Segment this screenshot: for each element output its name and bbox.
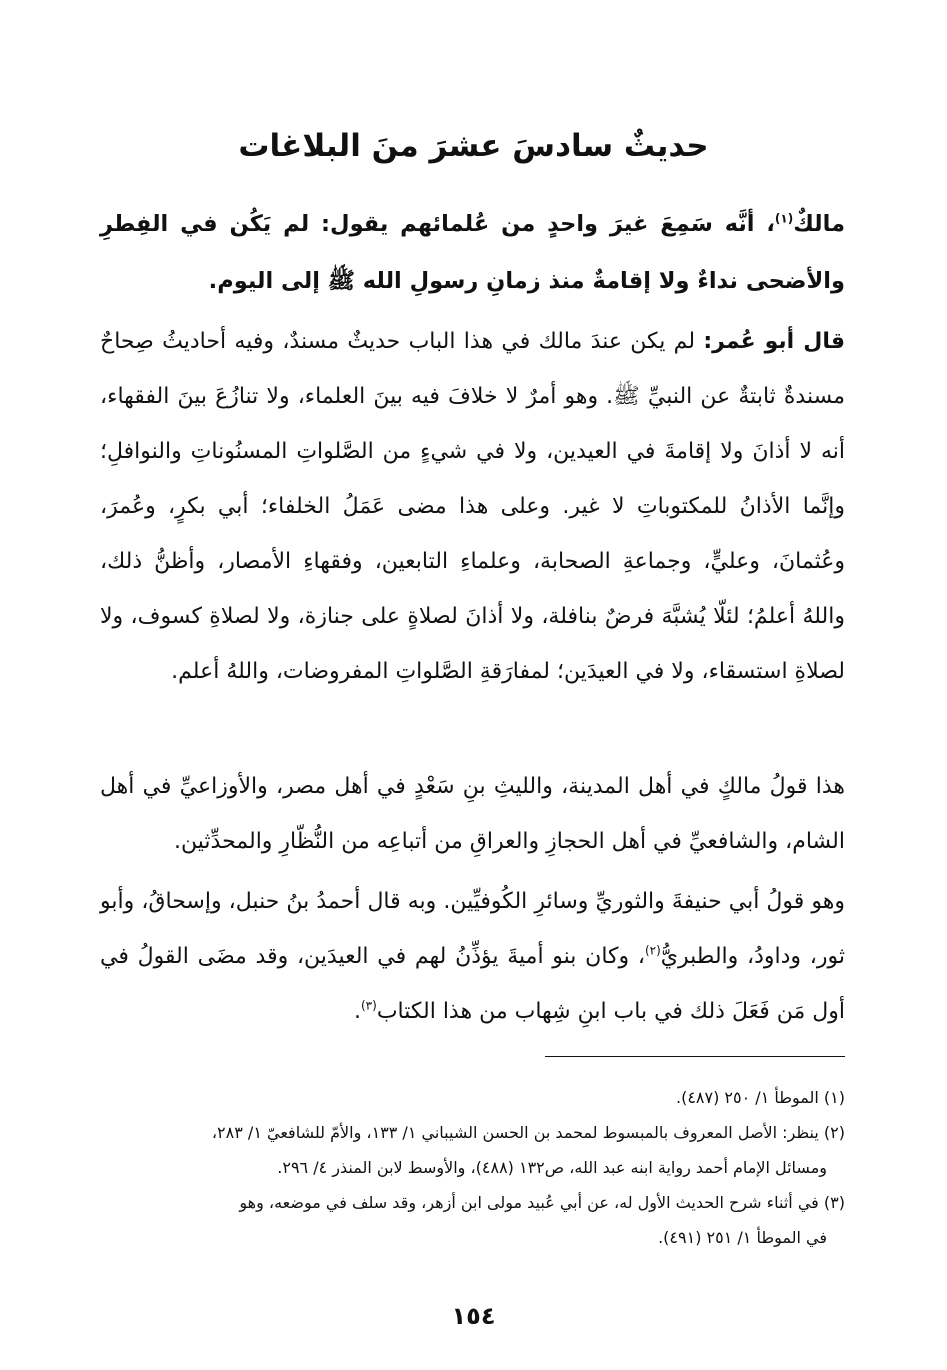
page-number: ١٥٤ xyxy=(451,1302,496,1330)
paragraph3-text-middle: ، وكان بنو أميةَ يؤذِّنُ لهم في العيدَين، وقد مضَى القولُ في أول مَن فَعَلَ ذلك في باب ابنِ شِهاب من هذا الكتاب xyxy=(100,944,845,1024)
hadith-narrator: مالكٌ xyxy=(793,211,845,237)
footnote-text: الموطأ ١/ ٢٥٠ (٤٨٧). xyxy=(675,1088,819,1107)
footnote-marker-3[interactable]: (٣) xyxy=(360,998,377,1013)
section-heading: حديثٌ سادسَ عشرَ منَ البلاغات xyxy=(238,128,709,164)
commentary-paragraph-1 xyxy=(100,314,845,699)
footnote-marker-1[interactable]: (١) xyxy=(774,211,794,226)
commentary-body: لم يكن عندَ مالك في هذا الباب حديثٌ مسندٌ، وفيه أحاديثُ صِحاحٌ مسندةٌ ثابتةٌ عن النبيِّ ﷺ. وهو أمرٌ لا خلافَ فيه بينَ العلماء، ولا تنازُعَ بينَ الفقهاء، أنه لا أذانَ ولا إقامةَ في العيدين، ولا في شيءٍ من الصَّلواتِ المسنُوناتِ والنوافلِ؛ وإنَّما الأذانُ للمكتوباتِ لا غير. وعلى هذا مضى عَمَلُ الخلفاء؛ أبي بكرٍ، وعُمرَ، وعُثمانَ، وعليٍّ، وجماعةِ الصحابة، وعلماءِ التابعين، وفقهاءِ الأمصار، وأظنُّ ذلك، واللهُ أعلمُ؛ لئلّا يُشبَّهَ فرضٌ بنافلة، ولا أذانَ لصلاةٍ على جنازة، ولا لصلاةِ كسوف، ولا لصلاةِ استسقاء، ولا في العيدَين؛ لمفارَقةِ الصَّلواتِ المفروضات، واللهُ أعلم. xyxy=(100,329,845,684)
footnote-number: (٣) xyxy=(823,1193,845,1212)
commentary-paragraph-2: هذا قولُ مالكٍ في أهل المدينة، والليثِ بنِ سَعْدٍ في أهل مصر، والأوزاعيِّ في أهل الشام، والشافعيِّ في أهل الحجازِ والعراقِ من أتباعِه من النُّظّارِ والمحدِّثين. xyxy=(100,774,845,854)
footnote-continuation: في الموطأ ١/ ٢٥١ (٤٩١). xyxy=(658,1228,827,1247)
commentary-lead: قال أبو عُمر: xyxy=(703,329,845,354)
footnote-item xyxy=(100,1185,845,1255)
footnote-item xyxy=(100,1080,845,1115)
hadith-body: ، أنَّه سَمِعَ غيرَ واحدٍ من عُلمائهم يقول: لم يَكُن في الفِطرِ والأضحى نداءٌ ولا إقامةٌ منذ زمانِ رسولِ الله ﷺ إلى اليوم. xyxy=(100,211,845,294)
footnote-item xyxy=(100,1115,845,1185)
footnote-text: في أثناء شرح الحديث الأول له، عن أبي عُبيد مولى ابن أزهر، وقد سلف في موضعه، وهو xyxy=(239,1193,819,1212)
footnote-number: (١) xyxy=(823,1088,845,1107)
paragraph3-text-after: . xyxy=(353,999,361,1024)
footnote-continuation: ومسائل الإمام أحمد رواية ابنه عبد الله، ص١٣٢ (٤٨٨)، والأوسط لابن المنذر ٤/ ٢٩٦. xyxy=(277,1158,827,1177)
commentary-paragraph-3 xyxy=(100,874,845,1039)
footnote-divider xyxy=(545,1056,845,1057)
footnote-number: (٢) xyxy=(823,1123,845,1142)
paragraph3-text-before: وهو قولُ أبي حنيفةَ والثوريِّ وسائرِ الكُوفيِّين. وبه قال أحمدُ بنُ حنبل، وإسحاقُ، وأبو ثور، وداودُ، والطبريُّ xyxy=(100,889,845,969)
hadith-text xyxy=(100,196,845,310)
footnote-marker-2[interactable]: (٢) xyxy=(644,943,661,958)
footnotes-list xyxy=(100,1080,845,1255)
footnote-text: ينظر: الأصل المعروف بالمبسوط لمحمد بن الحسن الشيباني ١/ ١٣٣، والأمّ للشافعيّ ١/ ٢٨٣، xyxy=(211,1123,819,1142)
